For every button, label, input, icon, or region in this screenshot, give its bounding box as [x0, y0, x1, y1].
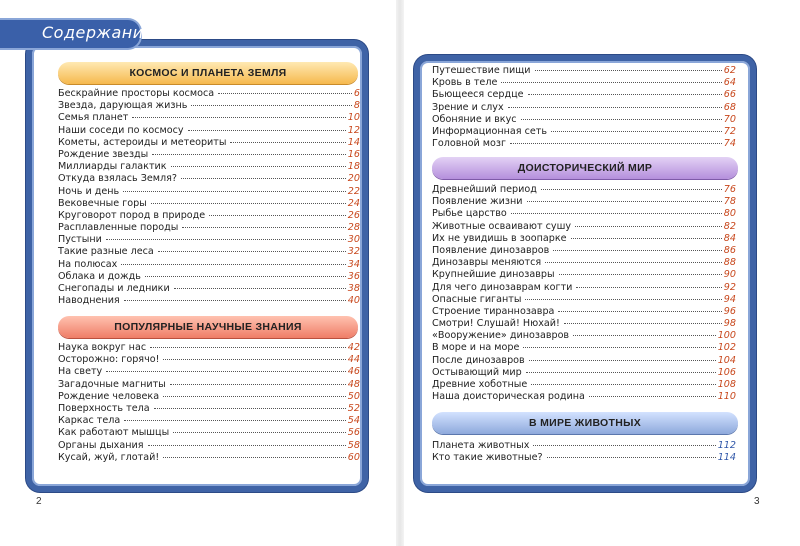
toc-list-prehistoric [432, 184, 736, 403]
toc-entry-page: 56 [347, 427, 360, 439]
dot-leader [171, 166, 346, 167]
toc-entry-page: 28 [347, 222, 360, 234]
toc-entry-title: Как работают мышцы [58, 427, 170, 439]
toc-entry [432, 379, 736, 391]
dot-leader [124, 300, 346, 301]
dot-leader [528, 94, 722, 95]
toc-entry [432, 355, 736, 367]
dot-leader [523, 347, 715, 348]
toc-entry-title: Каркас тела [58, 415, 121, 427]
toc-entry [58, 354, 360, 366]
dot-leader [573, 335, 716, 336]
toc-entry-page: 100 [717, 330, 736, 342]
toc-entry-page: 58 [347, 439, 360, 451]
toc-entry-title: На свету [58, 366, 103, 378]
dot-leader [124, 420, 346, 421]
toc-entry-page: 6 [353, 88, 360, 99]
toc-entry-page: 84 [723, 232, 736, 244]
toc-entry [58, 283, 360, 295]
dot-leader [181, 178, 346, 179]
toc-entry-page: 22 [347, 185, 360, 197]
contents-title-tab [0, 20, 154, 48]
section-header-science: ПОПУЛЯРНЫЕ НАУЧНЫЕ ЗНАНИЯ [58, 316, 358, 338]
dot-leader [551, 131, 722, 132]
toc-entry-title: Такие разные леса [58, 246, 154, 258]
dot-leader [151, 203, 346, 204]
toc-entry-title: Зрение и слух [432, 101, 504, 113]
dot-leader [218, 93, 352, 94]
dot-leader [173, 432, 346, 433]
toc-entry-page: 114 [717, 452, 736, 464]
dot-leader [163, 359, 345, 360]
toc-entry [432, 342, 736, 354]
toc-entry-title: Загадочные магниты [58, 378, 166, 390]
section-header-space: КОСМОС И ПЛАНЕТА ЗЕМЛЯ [58, 62, 358, 84]
toc-entry [58, 246, 360, 258]
left-page-number: 2 [36, 496, 42, 507]
toc-entry-title: Бескрайние просторы космоса [58, 88, 215, 99]
toc-entry-page: 44 [347, 354, 360, 366]
toc-entry-title: Рождение звезды [58, 148, 149, 160]
toc-entry-page: 38 [347, 283, 360, 294]
toc-entry-title: Смотри! Слушай! Нюхай! [432, 318, 560, 330]
toc-entry-page: 90 [723, 269, 736, 281]
toc-entry-page: 10 [347, 112, 360, 124]
toc-entry-page: 12 [347, 124, 360, 136]
dot-leader [535, 70, 722, 71]
dot-leader [529, 360, 716, 361]
toc-entry [58, 186, 360, 198]
toc-entry-title: Расплавленные породы [58, 222, 179, 234]
toc-entry-title: На полюсах [58, 258, 118, 270]
dot-leader [511, 213, 722, 214]
toc-entry [58, 271, 360, 283]
toc-entry [432, 391, 736, 403]
dot-leader [521, 119, 722, 120]
toc-entry-page: 78 [723, 196, 736, 208]
dot-leader [182, 227, 345, 228]
toc-entry-page: 72 [723, 125, 736, 137]
toc-entry-page: 82 [723, 220, 736, 232]
toc-entry-title: Наша доисторическая родина [432, 391, 585, 403]
dot-leader [163, 396, 346, 397]
toc-entry [58, 295, 360, 307]
toc-entry-title: Семья планет [58, 112, 129, 124]
dot-leader [527, 201, 722, 202]
toc-entry-title: Кусай, жуй, глотай! [58, 451, 160, 463]
toc-entry [58, 415, 360, 427]
dot-leader [547, 457, 716, 458]
toc-entry-page: 16 [347, 148, 360, 160]
dot-leader [576, 287, 721, 288]
toc-entry-page: 108 [717, 379, 736, 390]
dot-leader [545, 262, 722, 263]
toc-entry [432, 452, 736, 464]
toc-entry-page: 106 [717, 366, 736, 378]
dot-leader [230, 142, 345, 143]
toc-entry-title: Древние хоботные [432, 379, 528, 390]
toc-entry [432, 221, 736, 233]
toc-entry-page: 36 [347, 270, 360, 282]
toc-entry [58, 161, 360, 173]
toc-entry-page: 80 [723, 208, 736, 220]
toc-entry-page: 30 [347, 234, 360, 246]
toc-entry-title: Снегопады и ледники [58, 283, 170, 294]
toc-entry-title: Ночь и день [58, 185, 120, 197]
toc-entry [432, 196, 736, 208]
dot-leader [564, 323, 722, 324]
section-header-prehistoric: ДОИСТОРИЧЕСКИЙ МИР [432, 157, 738, 179]
toc-entry-title: Кометы, астероиды и метеориты [58, 136, 227, 148]
toc-entry-page: 20 [347, 173, 360, 185]
dot-leader [163, 457, 346, 458]
toc-entry-page: 96 [723, 305, 736, 317]
dot-leader [148, 445, 346, 446]
toc-entry-page: 32 [347, 246, 360, 258]
toc-entry [432, 77, 736, 89]
toc-entry-title: Крупнейшие динозавры [432, 269, 555, 281]
toc-entry [432, 330, 736, 342]
toc-entry [432, 318, 736, 330]
toc-entry [432, 269, 736, 281]
toc-entry [432, 89, 736, 101]
toc-entry-title: Их не увидишь в зоопарке [432, 232, 567, 244]
toc-entry-title: Круговорот пород в природе [58, 209, 206, 221]
toc-entry [432, 367, 736, 379]
toc-entry-title: Наши соседи по космосу [58, 124, 184, 136]
toc-entry [432, 245, 736, 257]
toc-entry [58, 198, 360, 210]
right-page-number: 3 [754, 496, 760, 507]
toc-entry-page: 54 [347, 415, 360, 427]
toc-entry-title: Поверхность тела [58, 402, 150, 414]
toc-entry-page: 60 [347, 451, 360, 463]
toc-entry [58, 137, 360, 149]
toc-entry-page: 24 [347, 197, 360, 209]
toc-entry [58, 173, 360, 185]
toc-entry-title: Древнейший период [432, 184, 537, 195]
toc-entry-title: Миллиарды галактик [58, 161, 167, 173]
toc-entry-title: Рыбье царство [432, 208, 507, 220]
toc-entry-title: Животные осваивают сушу [432, 220, 572, 232]
toc-entry-title: Появление динозавров [432, 244, 550, 256]
dot-leader [121, 264, 345, 265]
toc-entry-title: Путешествие пищи [432, 65, 531, 76]
toc-entry-title: Головной мозг [432, 138, 507, 150]
toc-entry [432, 208, 736, 220]
toc-entry [58, 452, 360, 464]
toc-entry-title: Звезда, дарующая жизнь [58, 100, 188, 112]
dot-leader [525, 299, 721, 300]
dot-leader [132, 117, 345, 118]
toc-entry [58, 88, 360, 100]
toc-entry-page: 64 [723, 77, 736, 89]
toc-entry [432, 257, 736, 269]
toc-entry [58, 379, 360, 391]
dot-leader [558, 311, 721, 312]
toc-entry [432, 114, 736, 126]
toc-entry-page: 50 [347, 390, 360, 402]
toc-entry [432, 306, 736, 318]
dot-leader [123, 191, 346, 192]
dot-leader [533, 445, 715, 446]
toc-entry-page: 68 [723, 101, 736, 113]
toc-entry-title: Облака и дождь [58, 270, 141, 282]
toc-entry-page: 112 [717, 440, 736, 451]
toc-entry [58, 210, 360, 222]
dot-leader [188, 130, 346, 131]
toc-entry [58, 440, 360, 452]
dot-leader [152, 154, 346, 155]
dot-leader [106, 239, 346, 240]
toc-entry [58, 222, 360, 234]
dot-leader [541, 189, 722, 190]
toc-entry-title: Осторожно: горячо! [58, 354, 160, 366]
toc-entry-title: Опасные гиганты [432, 293, 522, 305]
toc-entry-title: В море и на море [432, 342, 520, 354]
toc-entry-page: 46 [347, 366, 360, 378]
toc-entry-page: 110 [717, 391, 736, 403]
toc-entry-title: Наука вокруг нас [58, 342, 147, 353]
toc-entry-page: 52 [347, 402, 360, 414]
toc-entry-page: 62 [723, 65, 736, 76]
toc-entry [58, 366, 360, 378]
page-title: Содержание [42, 23, 154, 42]
toc-entry-page: 26 [347, 209, 360, 221]
toc-entry-title: Планета животных [432, 440, 530, 451]
toc-entry-page: 14 [347, 136, 360, 148]
toc-entry [58, 403, 360, 415]
toc-entry-title: Рождение человека [58, 390, 160, 402]
toc-entry-title: «Вооружение» динозавров [432, 330, 570, 342]
toc-entry-page: 66 [723, 89, 736, 101]
toc-entry-page: 86 [723, 244, 736, 256]
toc-entry-page: 42 [347, 342, 360, 353]
toc-entry-title: Для чего динозаврам когти [432, 281, 573, 293]
toc-entry [58, 100, 360, 112]
toc-entry-page: 102 [717, 342, 736, 354]
toc-entry [432, 126, 736, 138]
toc-entry-title: После динозавров [432, 354, 525, 366]
toc-entry [432, 282, 736, 294]
toc-entry [58, 391, 360, 403]
dot-leader [154, 408, 346, 409]
toc-list-body [432, 65, 736, 150]
toc-entry-page: 70 [723, 113, 736, 125]
toc-entry-page: 94 [723, 293, 736, 305]
toc-entry-title: Наводнения [58, 295, 120, 307]
toc-entry-title: Обоняние и вкус [432, 113, 517, 125]
dot-leader [170, 384, 346, 385]
toc-entry-page: 34 [347, 258, 360, 270]
toc-entry-page: 74 [723, 138, 736, 150]
dot-leader [501, 82, 721, 83]
toc-entry-title: Строение тираннозавра [432, 305, 555, 317]
dot-leader [531, 384, 715, 385]
toc-entry [432, 184, 736, 196]
toc-entry [432, 102, 736, 114]
dot-leader [575, 226, 722, 227]
toc-entry [58, 125, 360, 137]
dot-leader [589, 396, 716, 397]
toc-entry-title: Динозавры меняются [432, 257, 542, 269]
dot-leader [106, 371, 346, 372]
toc-entry [58, 427, 360, 439]
toc-entry-page: 8 [353, 100, 360, 112]
toc-list-animals [432, 440, 736, 464]
dot-leader [145, 276, 346, 277]
toc-entry-page: 18 [347, 161, 360, 173]
toc-entry-page: 104 [717, 354, 736, 366]
toc-entry-title: Органы дыхания [58, 439, 144, 451]
dot-leader [553, 250, 722, 251]
dot-leader [158, 251, 346, 252]
toc-entry-title: Информационная сеть [432, 125, 548, 137]
toc-entry-title: Остывающий мир [432, 366, 522, 378]
section-header-animals: В МИРЕ ЖИВОТНЫХ [432, 412, 738, 434]
toc-entry-page: 40 [347, 295, 360, 307]
dot-leader [209, 215, 346, 216]
toc-entry [432, 138, 736, 150]
toc-entry [58, 149, 360, 161]
toc-entry-page: 92 [723, 281, 736, 293]
toc-entry-title: Кто такие животные? [432, 452, 543, 464]
dot-leader [508, 107, 722, 108]
toc-entry-title: Откуда взялась Земля? [58, 173, 177, 185]
toc-entry-title: Кровь в теле [432, 77, 498, 89]
toc-entry-title: Пустыни [58, 234, 102, 246]
toc-list-science [58, 342, 360, 464]
toc-entry [432, 440, 736, 452]
toc-list-space [58, 88, 360, 307]
toc-entry-title: Бьющееся сердце [432, 89, 524, 101]
toc-entry-title: Вековечные горы [58, 197, 147, 209]
dot-leader [174, 288, 346, 289]
toc-entry-page: 76 [723, 184, 736, 195]
toc-entry-page: 98 [723, 318, 736, 330]
toc-entry-page: 88 [723, 257, 736, 269]
book-gutter [396, 0, 404, 546]
toc-entry-title: Появление жизни [432, 196, 523, 208]
toc-entry [58, 259, 360, 271]
toc-entry [58, 342, 360, 354]
toc-entry [58, 112, 360, 124]
toc-entry [432, 294, 736, 306]
dot-leader [191, 105, 351, 106]
dot-leader [526, 372, 716, 373]
toc-entry [432, 65, 736, 77]
toc-entry [58, 234, 360, 246]
dot-leader [150, 347, 346, 348]
dot-leader [571, 238, 722, 239]
toc-entry [432, 233, 736, 245]
dot-leader [559, 274, 722, 275]
toc-entry-page: 48 [347, 378, 360, 390]
dot-leader [510, 143, 722, 144]
